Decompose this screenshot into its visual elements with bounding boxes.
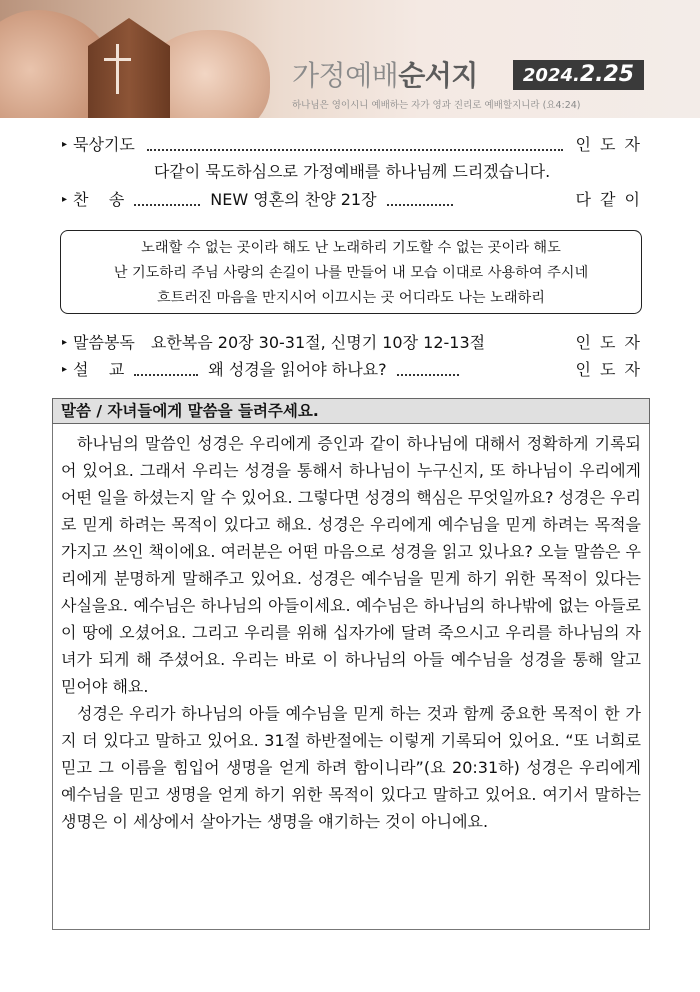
sermon-body <box>52 424 650 930</box>
order-leader: 인 도 자 <box>575 135 642 154</box>
lyrics-line: 흐트러진 마음을 만지시어 이끄시는 곳 어디라도 나는 노래하리 <box>157 290 545 306</box>
page-title <box>292 54 478 94</box>
hymn-title: NEW 영혼의 찬양 21장 <box>210 190 377 209</box>
order-row-meditation <box>62 133 642 157</box>
date-badge <box>513 60 644 90</box>
order-label: 묵상기도 <box>73 135 135 154</box>
dotted-leader <box>387 194 453 206</box>
order-label: 말씀봉독 <box>73 333 135 352</box>
title-strong: 순서지 <box>398 59 478 92</box>
sermon-paragraph: 하나님의 말씀인 성경은 우리에게 증인과 같이 하나님에 대해서 정확하게 기록되어 있어요. 그래서 우리는 성경을 통해서 하나님이 누구신지, 또 하나님이 우리에게 어떤 일을 하셨는지 알 수 있어요. 그렇다면 성경의 핵심은 무엇일까요? 성경은 우리로 믿게 하려는 목적이 있다고 해요. 성경은 우리에게 예수님을 믿게 하려는 목적을 가지고 쓰인 책이에요. 여러분은 어떤 마음으로 성경을 읽고 있나요? 오늘 말씀은 우리에게 분명하게 말해주고 있어요. 성경은 예수님을 믿게 하기 위한 목적이 있다는 사실을요. 예수님은 하나님의 아들이세요. 예수님은 하나님의 하나밖에 없는 아들로 이 땅에 오셨어요. 그리고 우리를 위해 십자가에 달려 죽으시고 우리를 하나님의 자녀가 되게 해 주셨어요. 우리는 바로 이 하나님의 아들 예수님을 성경을 통해 알고 믿어야 해요. <box>61 434 641 696</box>
wooden-house-image <box>88 18 170 118</box>
dotted-leader <box>134 364 198 376</box>
triangle-bullet-icon: ▸ <box>62 364 68 375</box>
order-leader: 인 도 자 <box>575 360 642 379</box>
title-light: 가정예배 <box>292 59 399 92</box>
date-year: 2024. <box>522 65 580 86</box>
order-label: 찬 송 <box>73 190 125 209</box>
order-leader: 인 도 자 <box>575 333 642 352</box>
dotted-leader <box>147 139 564 151</box>
dotted-leader <box>397 364 459 376</box>
header-banner <box>0 0 700 118</box>
hymn-lyrics-box <box>60 230 642 314</box>
order-label: 설 교 <box>73 360 125 379</box>
cross-icon-bar <box>104 58 131 61</box>
order-row-hymn <box>62 188 642 212</box>
sermon-title: 왜 성경을 읽어야 하나요? <box>208 360 387 379</box>
triangle-bullet-icon: ▸ <box>62 194 68 205</box>
invitation-line: 다같이 묵도하심으로 가정예배를 하나님께 드리겠습니다. <box>153 162 551 181</box>
sermon-paragraph: 성경은 우리가 하나님의 아들 예수님을 믿게 하는 것과 함께 중요한 목적이 한 가지 더 있다고 말하고 있어요. 31절 하반절에는 이렇게 기록되어 있어요. “또 너희로 믿고 그 이름을 힘입어 생명을 얻게 하려 함이니라”(요 20:31하) 성경은 우리에게 예수님을 믿고 생명을 얻게 하기 위한 목적이 있다고 말하고 있어요. 여기서 말하는 생명은 이 세상에서 살아가는 생명을 얘기하는 것이 아니에요. <box>61 704 641 831</box>
dotted-leader <box>134 194 200 206</box>
reading-passage: 요한복음 20장 30-31절, 신명기 10장 12-13절 <box>150 333 486 352</box>
triangle-bullet-icon: ▸ <box>62 337 68 348</box>
sermon-heading: 말씀 / 자녀들에게 말씀을 들려주세요. <box>52 398 650 424</box>
order-row-reading <box>62 331 642 355</box>
date-month-day: 2.25 <box>579 62 635 87</box>
header-verse: 하나님은 영이시니 예배하는 자가 영과 진리로 예배할지니라 (요4:24) <box>292 100 581 111</box>
triangle-bullet-icon: ▸ <box>62 139 68 150</box>
lyrics-line: 노래할 수 없는 곳이라 해도 난 노래하리 기도할 수 없는 곳이라 해도 <box>141 240 561 256</box>
lyrics-line: 난 기도하리 주님 사랑의 손길이 나를 만들어 내 모습 이대로 사용하여 주시네 <box>113 265 589 281</box>
order-leader: 다 같 이 <box>575 190 642 209</box>
order-row-sermon <box>62 358 642 382</box>
cross-icon <box>116 44 119 94</box>
